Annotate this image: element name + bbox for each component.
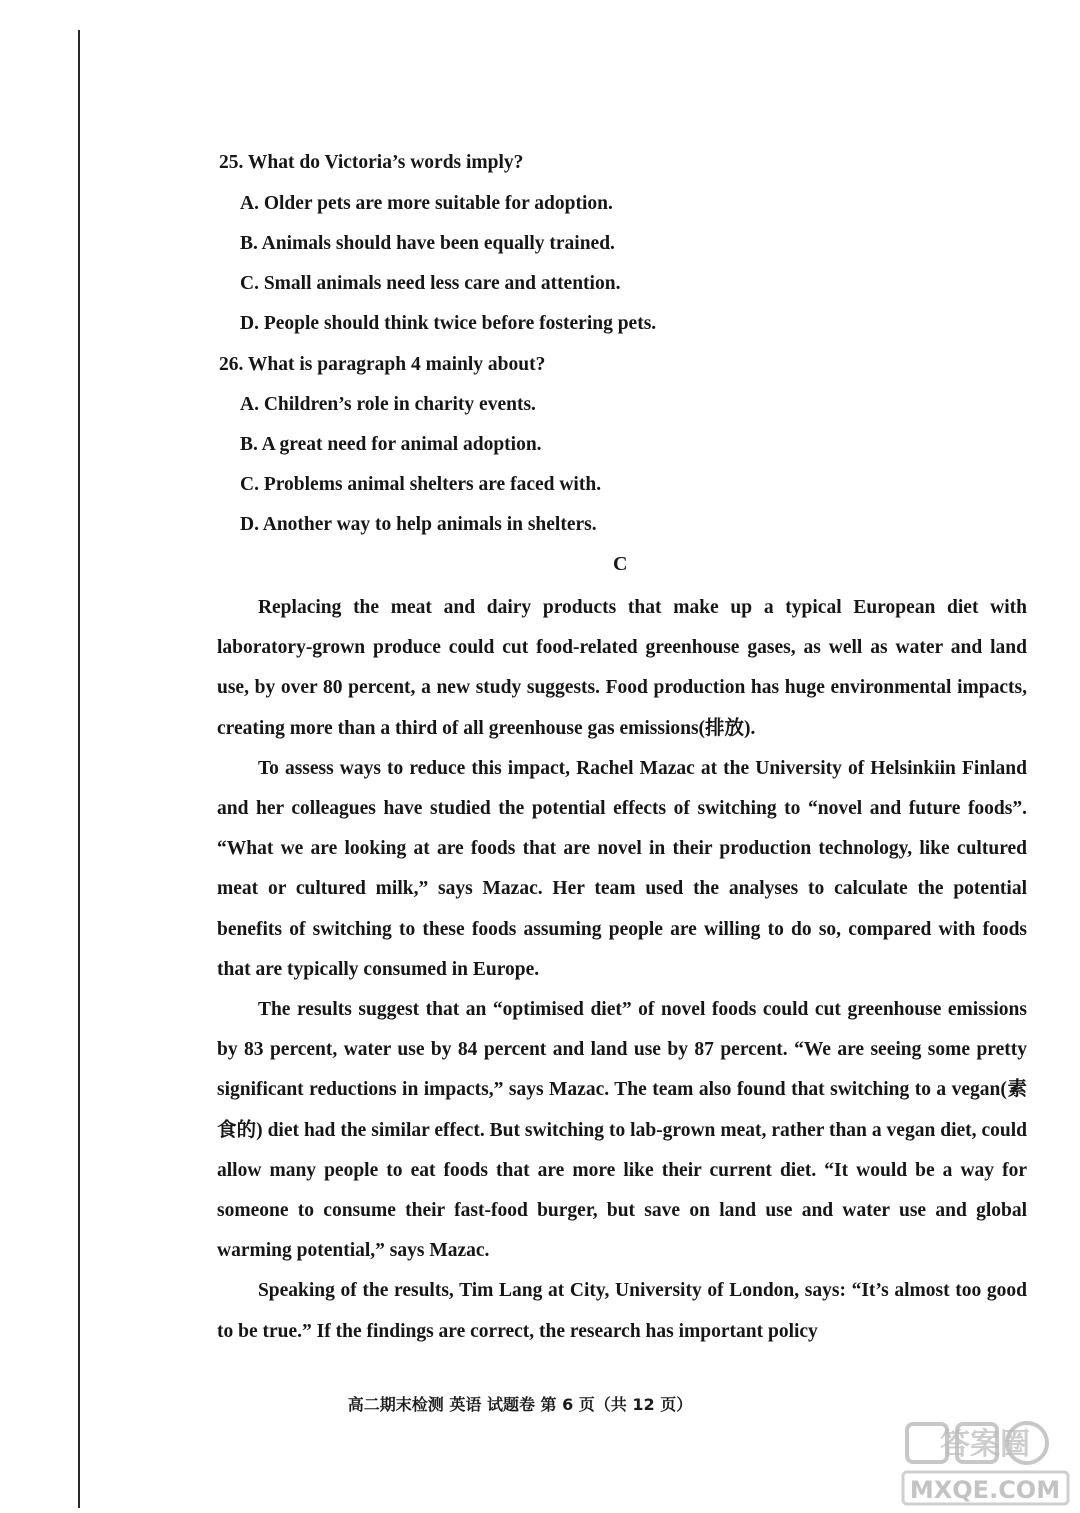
passage-paragraph-1: Replacing the meat and dairy products that make up a typical European diet with laboratory-grown produce could cut food-related greenhouse gases, as well as water and land use, by over 80 percent, a new study suggests. Food production has huge environmental impacts, creating more than a third of all greenhouse gas emissions(排放).: [217, 597, 1027, 739]
binding-margin-line: [78, 30, 80, 1508]
passage-paragraph-3: The results suggest that an “optimised diet” of novel foods could cut greenhouse emissions by 83 percent, water use by 84 percent and land use by 87 percent. “We are seeing some pretty significant reductions in impacts,” says Mazac. The team also found that switching to a vegan(素食的) diet had the similar effect. But switching to lab-grown meat, rather than a vegan diet, could allow many people to eat foods that are more like their current diet. “It would be a way for someone to consume their fast-food burger, but save on land use and water use and global warming potential,” says Mazac.: [217, 999, 1027, 1262]
question-25-option-b: B. Animals should have been equally trained.: [240, 233, 615, 254]
passage-paragraph-4: Speaking of the results, Tim Lang at City, University of London, says: “It’s almost too good to be true.” If the findings are correct, the research has important policy: [217, 1280, 1027, 1342]
question-26-stem: 26. What is paragraph 4 mainly about?: [219, 354, 546, 375]
reading-passage: [217, 588, 1027, 1352]
watermark-logo: [895, 1420, 1075, 1510]
question-26-option-a: A. Children’s role in charity events.: [240, 394, 536, 415]
question-26-option-b: B. A great need for animal adoption.: [240, 434, 542, 455]
question-25-stem: 25. What do Victoria’s words imply?: [219, 152, 524, 173]
question-25-option-d: D. People should think twice before fostering pets.: [240, 313, 657, 334]
watermark-bottom-text: MXQE.COM: [909, 1476, 1061, 1504]
section-heading: C: [613, 553, 628, 575]
question-26-option-d: D. Another way to help animals in shelters.: [240, 514, 597, 535]
passage-paragraph-2: To assess ways to reduce this impact, Rachel Mazac at the University of Helsinkiin Finland and her colleagues have studied the potential effects of switching to “novel and future foods”. “What we are looking at are foods that are novel in their production technology, like cultured meat or cultured milk,” says Mazac. Her team used the analyses to calculate the potential benefits of switching to these foods assuming people are willing to do so, compared with foods that are typically consumed in Europe.: [217, 757, 1027, 980]
watermark-top-text: 答案圈: [940, 1427, 1030, 1462]
question-25-option-a: A. Older pets are more suitable for adoption.: [240, 193, 613, 214]
page-footer: 高二期末检测 英语 试题卷 第 6 页（共 12 页）: [347, 1395, 693, 1414]
question-26-option-c: C. Problems animal shelters are faced with.: [240, 474, 602, 495]
question-25-option-c: C. Small animals need less care and attention.: [240, 273, 621, 294]
